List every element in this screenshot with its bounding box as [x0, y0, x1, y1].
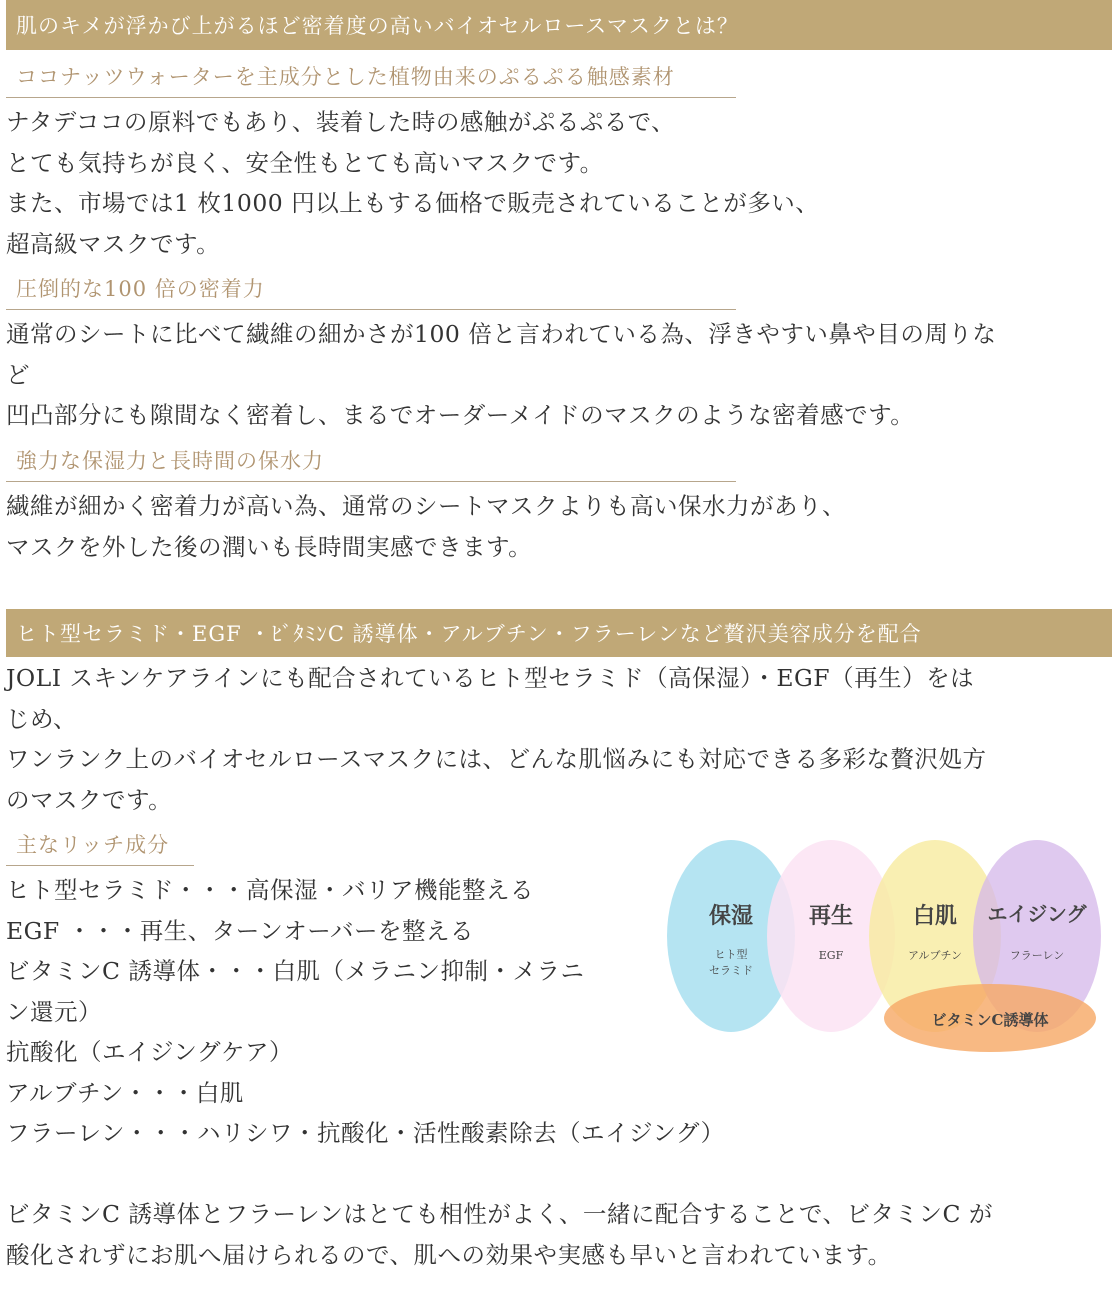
- subheading-rich-ingredients: 主なリッチ成分: [6, 826, 194, 866]
- venn-sublabel-aging: フラーレン: [1009, 949, 1065, 962]
- ingredient-line: ビタミンC 誘導体・・・白肌（メラニン抑制・メラニ: [6, 957, 585, 985]
- ingredient-venn-diagram: [655, 826, 1105, 1066]
- subheading-coconut-material: ココナッツウォーターを主成分とした植物由来のぷるぷる触感素材: [6, 58, 736, 98]
- ingredient-line: 抗酸化（エイジングケア）: [6, 1038, 293, 1066]
- ingredient-line: フラーレン・・・ハリシワ・抗酸化・活性酸素除去（エイジング）: [6, 1119, 725, 1147]
- venn-sublabel-regeneration: EGF: [818, 949, 844, 962]
- venn-label-moisture: 保湿: [708, 903, 754, 929]
- section2-banner: ヒト型セラミド・EGF ・ﾋﾞﾀﾐﾝC 誘導体・アルブチン・フラーレンなど贅沢美容成分を配合: [6, 609, 1112, 657]
- section1-banner: 肌のキメが浮かび上がるほど密着度の高いバイオセルロースマスクとは？: [6, 0, 1112, 50]
- paragraph-adhesion: 通常のシートに比べて繊維の細かさが100 倍と言われている為、浮きやすい鼻や目の周りな ど 凹凸部分にも隙間なく密着し、まるでオーダーメイドのマスクのような密着感です。: [6, 320, 997, 429]
- paragraph-coconut-material: ナタデココの原料でもあり、装着した時の感触がぷるぷるで、 とても気持ちが良く、安全性もとても高いマスクです。 また、市場では1 枚1000 円以上もする価格で販売されていることが多い、 超高級マスクです。: [6, 108, 820, 258]
- venn-sublabel-whitening: アルブチン: [907, 949, 963, 962]
- ingredient-list: [6, 870, 725, 1154]
- venn-sublabel-moisture-2: セラミド: [709, 964, 753, 977]
- venn-label-regeneration: 再生: [808, 903, 854, 929]
- subheading-adhesion: 圧倒的な100 倍の密着力: [6, 270, 736, 310]
- ingredient-line: EGF ・・・再生、ターンオーバーを整える: [6, 916, 475, 945]
- venn-label-vitamin-c: ビタミンC誘導体: [931, 1011, 1049, 1029]
- ingredient-line: ヒト型セラミド・・・高保湿・バリア機能整える: [6, 876, 534, 904]
- ingredient-line: アルブチン・・・白肌: [6, 1078, 244, 1107]
- subheading-moisture-retention: 強力な保湿力と長時間の保水力: [6, 442, 736, 482]
- ingredient-line: ン還元）: [6, 997, 102, 1026]
- venn-sublabel-moisture-1: ヒト型: [714, 948, 748, 961]
- paragraph-moisture-retention: 繊維が細かく密着力が高い為、通常のシートマスクよりも高い保水力があり、 マスクを外した後の潤いも長時間実感できます。: [6, 492, 846, 561]
- venn-label-aging: エイジング: [987, 902, 1087, 926]
- paragraph-closing: ビタミンC 誘導体とフラーレンはとても相性がよく、一緒に配合することで、ビタミンC が 酸化されずにお肌へ届けられるので、肌への効果や実感も早いと言われています。: [6, 1200, 993, 1269]
- paragraph-intro: JOLI スキンケアラインにも配合されているヒト型セラミド（高保湿）・EGF（再生）をは じめ、 ワンランク上のバイオセルロースマスクには、どんな肌悩みにも対応できる多彩な贅沢処方 のマスクです。: [6, 664, 987, 814]
- venn-label-whitening: 白肌: [912, 903, 958, 929]
